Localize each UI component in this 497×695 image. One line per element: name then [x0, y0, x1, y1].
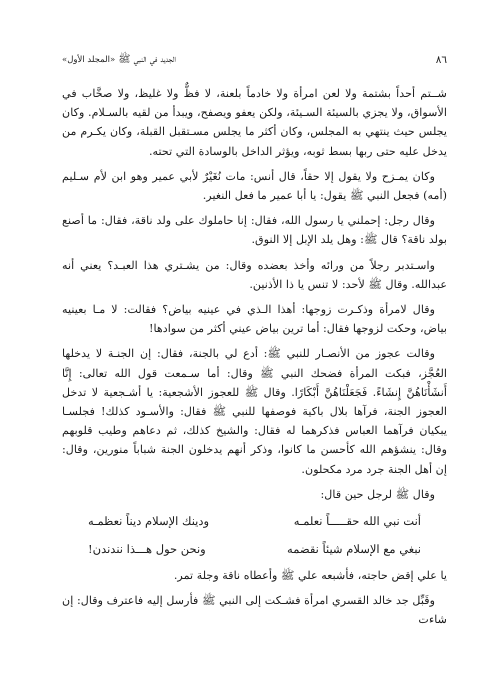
verse-hemistich-right: نبغي مع الإسلام شيئاً نقضمه	[287, 542, 421, 557]
paragraph: وكان يمـزح ولا يقول إلا حقاً، قال أنس: مات نُغَيْرٌ لأبي عمير وهو ابن لأم سـليم (أمه) فجعل النبي ﷺ يقول: يا أبا عمير ما فعل النغير.	[62, 169, 447, 203]
verse-hemistich-left: ودينك الإسلام ديناً نعظمـه	[88, 514, 210, 529]
paragraph: يا علي إقض حاجته، فأشبعه علي ﷺ وأعطاه ناقة وجلة تمر.	[173, 569, 447, 583]
verse-hemistich-left: ونحن حول هـــذا نندندن!	[88, 542, 206, 557]
paragraph: واسـتدبر رجلاً من ورائه وأخذ بعضده وقال: من يشـتري هذا العبـد؟ يعني أنه عبدالله. وقال ﷺ لأحد: لا تنس يا ذا الأذنين.	[62, 258, 447, 291]
paragraph: وقال رجل: إحملني يا رسول الله، فقال: إنا حاملوك على ولد ناقة، فقال: ما أصنع بولد ناقة؟ قال ﷺ: وهل يلد الإبل إلا النوق.	[62, 214, 447, 247]
page-header	[62, 52, 447, 68]
paragraph: شــتم أحداً بشتمة ولا لعن امرأة ولا خادماً بلعنة، لا فظٌّ ولا غليظ، ولا صخَّاب في الأسواق، ولا يجزي بالسيئة السـيئة، ولكن يعفو ويصفح، ويبدأ من لقيه بالسـلام. وكان يجلس حيث ينتهي به المجلس، وكان أكثر ما يجلس مسـتقبل القبلة، وكان يكـرم من يدخل عليه حتى ربها بسط ثوبه، ويؤثر الداخل بالوسادة التي تحته.	[62, 87, 447, 158]
running-title	[62, 53, 176, 67]
page-number: ٨٦	[435, 54, 447, 66]
paragraph: وقال لامرأة وذكـرت زوجها: أهذا الـذي في عينيه بياض؟ فقالت: لا مـا بعينيه بياض، وحكت لزوجها فقال: أما ترين بياض عيني أكثر من سوادها!	[62, 303, 447, 336]
poem-verse	[88, 538, 421, 560]
page-body	[62, 84, 447, 636]
paragraph: وقَبِّل جد خالد القسري امرأة فشـكت إلى النبي ﷺ فأرسل إليه فاعترف وقال: إن شاءت	[62, 594, 447, 627]
volume-label: «المجلد الأول»	[62, 55, 116, 65]
verse-hemistich-right: أنت نبي الله حقـــــاً نعلمـه	[293, 514, 421, 529]
poem-verse	[88, 510, 421, 532]
book-title: الجديد في النبي ﷺ	[118, 54, 176, 65]
paragraph: وقالت عجوز من الأنصـار للنبي ﷺ: أدع لي بالجنة، فقال: إن الجنـة لا يدخلها العُجَّز، فبكت المرأة فضحك النبي ﷺ وقال: أما سـمعت قول الله تعالى: إِنَّا أَنشَأْنَاهُنَّ إِنشَاءً. فَجَعَلْنَاهُنَّ أَبْكَارًا. وقال ﷺ للعجوز الأشجعية: يا أشـجعية لا تدخل العجوز الجنة، فرآها بلال باكية فوصفها للنبي ﷺ فقال: والأسـود كذلك! فجلسـا يبكيان فرآهما العباس فذكرهما له فقال: والشيخ كذلك، ثم دعاهم وطيب قلوبهم وقال: ينشؤهم الله كأحسن ما كانوا، وذكر أنهم يدخلون الجنة شباباً منورين، وقال: إن أهل الجنة جرد مرد مكحلون.	[62, 347, 447, 476]
paragraph: وقال ﷺ لرجل حين قال:	[320, 487, 435, 501]
